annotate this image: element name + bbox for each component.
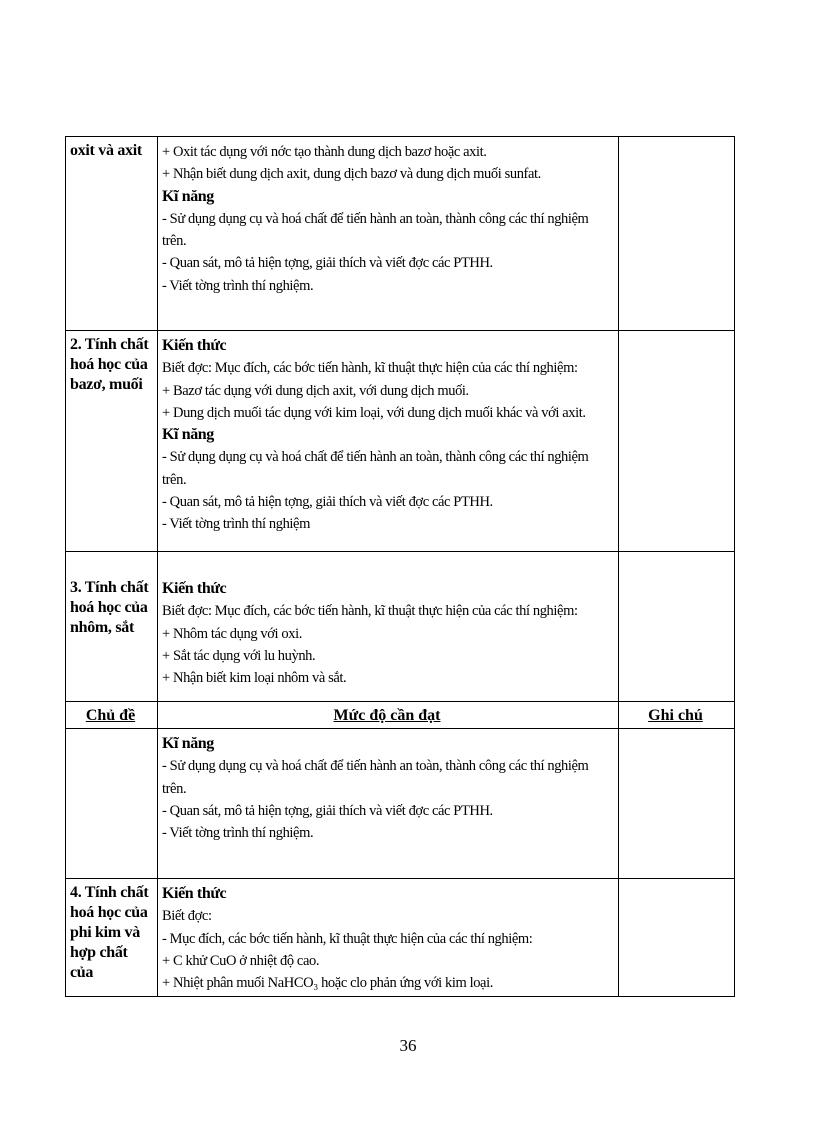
notes-cell bbox=[619, 879, 735, 997]
content-clip bbox=[162, 335, 612, 549]
table-row bbox=[66, 552, 735, 702]
notes-cell bbox=[619, 729, 735, 879]
content-line: + C khử CuO ở nhiệt độ cao. bbox=[162, 952, 320, 969]
section-heading: Kĩ năng bbox=[162, 187, 214, 205]
topic-cell: 4. Tính chất hoá học của phi kim và hợp chất của bbox=[66, 879, 158, 997]
page-number: 36 bbox=[399, 1036, 417, 1055]
section-heading: Kĩ năng bbox=[162, 735, 214, 752]
notes-cell bbox=[619, 137, 735, 331]
content-line: + Nhận biết dung dịch axit, dung dịch bazơ và dung dịch muối sunfat. bbox=[162, 166, 541, 183]
content-line: + Oxit tác dụng với nớc tạo thành dung dịch bazơ hoặc axit. bbox=[162, 144, 487, 160]
section-heading: Kiến thức bbox=[162, 885, 227, 902]
content-line: + Nhiệt phân muối NaHCO₃ hoặc clo phản ứng với kim loại. bbox=[162, 975, 493, 992]
content-line: - Sử dụng dụng cụ và hoá chất để tiến hành an toàn, thành công các thí nghiệm trên. bbox=[162, 449, 589, 488]
content-line: Biết đợc: bbox=[162, 908, 212, 925]
table-row bbox=[66, 879, 735, 997]
content-line: - Quan sát, mô tả hiện tợng, giải thích và viết đợc các PTHH. bbox=[162, 802, 493, 819]
content-line: - Viết tờng trình thí nghiệm. bbox=[162, 277, 314, 294]
header-topic: Chủ đề bbox=[66, 702, 158, 729]
section-heading: Kĩ năng bbox=[162, 426, 214, 444]
topic-cell: 3. Tính chất hoá học của nhôm, sắt bbox=[66, 552, 158, 702]
topic-cell bbox=[66, 729, 158, 879]
content-clip bbox=[162, 578, 612, 696]
content-line: + Sắt tác dụng với lu huỳnh. bbox=[162, 647, 316, 664]
content-line: Biết đợc: Mục đích, các bớc tiến hành, kĩ thuật thực hiện của các thí nghiệm: bbox=[162, 603, 578, 620]
requirements-table bbox=[65, 136, 735, 997]
topic-cell: 2. Tính chất hoá học của bazơ, muối bbox=[66, 331, 158, 552]
content-line: - Quan sát, mô tả hiện tợng, giải thích và viết đợc các PTHH. bbox=[162, 255, 493, 272]
content-line: - Viết tờng trình thí nghiệm. bbox=[162, 825, 314, 842]
content-line: - Mục đích, các bớc tiến hành, kĩ thuật thực hiện của các thí nghiệm: bbox=[162, 930, 533, 947]
content-line: Biết đợc: Mục đích, các bớc tiến hành, kĩ thuật thực hiện của các thí nghiệm: bbox=[162, 360, 578, 377]
content-line: - Viết tờng trình thí nghiệm bbox=[162, 516, 310, 533]
table-header-row bbox=[66, 702, 735, 729]
content-line: - Sử dụng dụng cụ và hoá chất để tiến hành an toàn, thành công các thí nghiệm trên. bbox=[162, 210, 589, 250]
content-cell bbox=[158, 137, 619, 331]
header-level: Mức độ cần đạt bbox=[158, 702, 619, 729]
table-row bbox=[66, 729, 735, 879]
header-notes: Ghi chú bbox=[619, 702, 735, 729]
table-row bbox=[66, 331, 735, 552]
content-cell bbox=[158, 879, 619, 997]
content-cell bbox=[158, 729, 619, 879]
content-line: - Sử dụng dụng cụ và hoá chất để tiến hành an toàn, thành công các thí nghiệm trên. bbox=[162, 758, 589, 797]
notes-cell bbox=[619, 552, 735, 702]
content-line: + Nhận biết kim loại nhôm và sắt. bbox=[162, 670, 347, 687]
content-line: + Dung dịch muối tác dụng với kim loại, với dung dịch muối khác và với axit. bbox=[162, 404, 586, 421]
content-line: + Bazơ tác dụng với dung dịch axit, với dung dịch muối. bbox=[162, 382, 469, 399]
section-heading: Kiến thức bbox=[162, 580, 227, 597]
notes-cell bbox=[619, 331, 735, 552]
content-cell bbox=[158, 331, 619, 552]
content-clip bbox=[162, 883, 612, 994]
content-line: + Nhôm tác dụng với oxi. bbox=[162, 625, 302, 642]
table-row bbox=[66, 137, 735, 331]
content-cell bbox=[158, 552, 619, 702]
content-line: - Quan sát, mô tả hiện tợng, giải thích và viết đợc các PTHH. bbox=[162, 494, 493, 511]
section-heading: Kiến thức bbox=[162, 337, 227, 354]
topic-cell: oxit và axit bbox=[66, 137, 158, 331]
